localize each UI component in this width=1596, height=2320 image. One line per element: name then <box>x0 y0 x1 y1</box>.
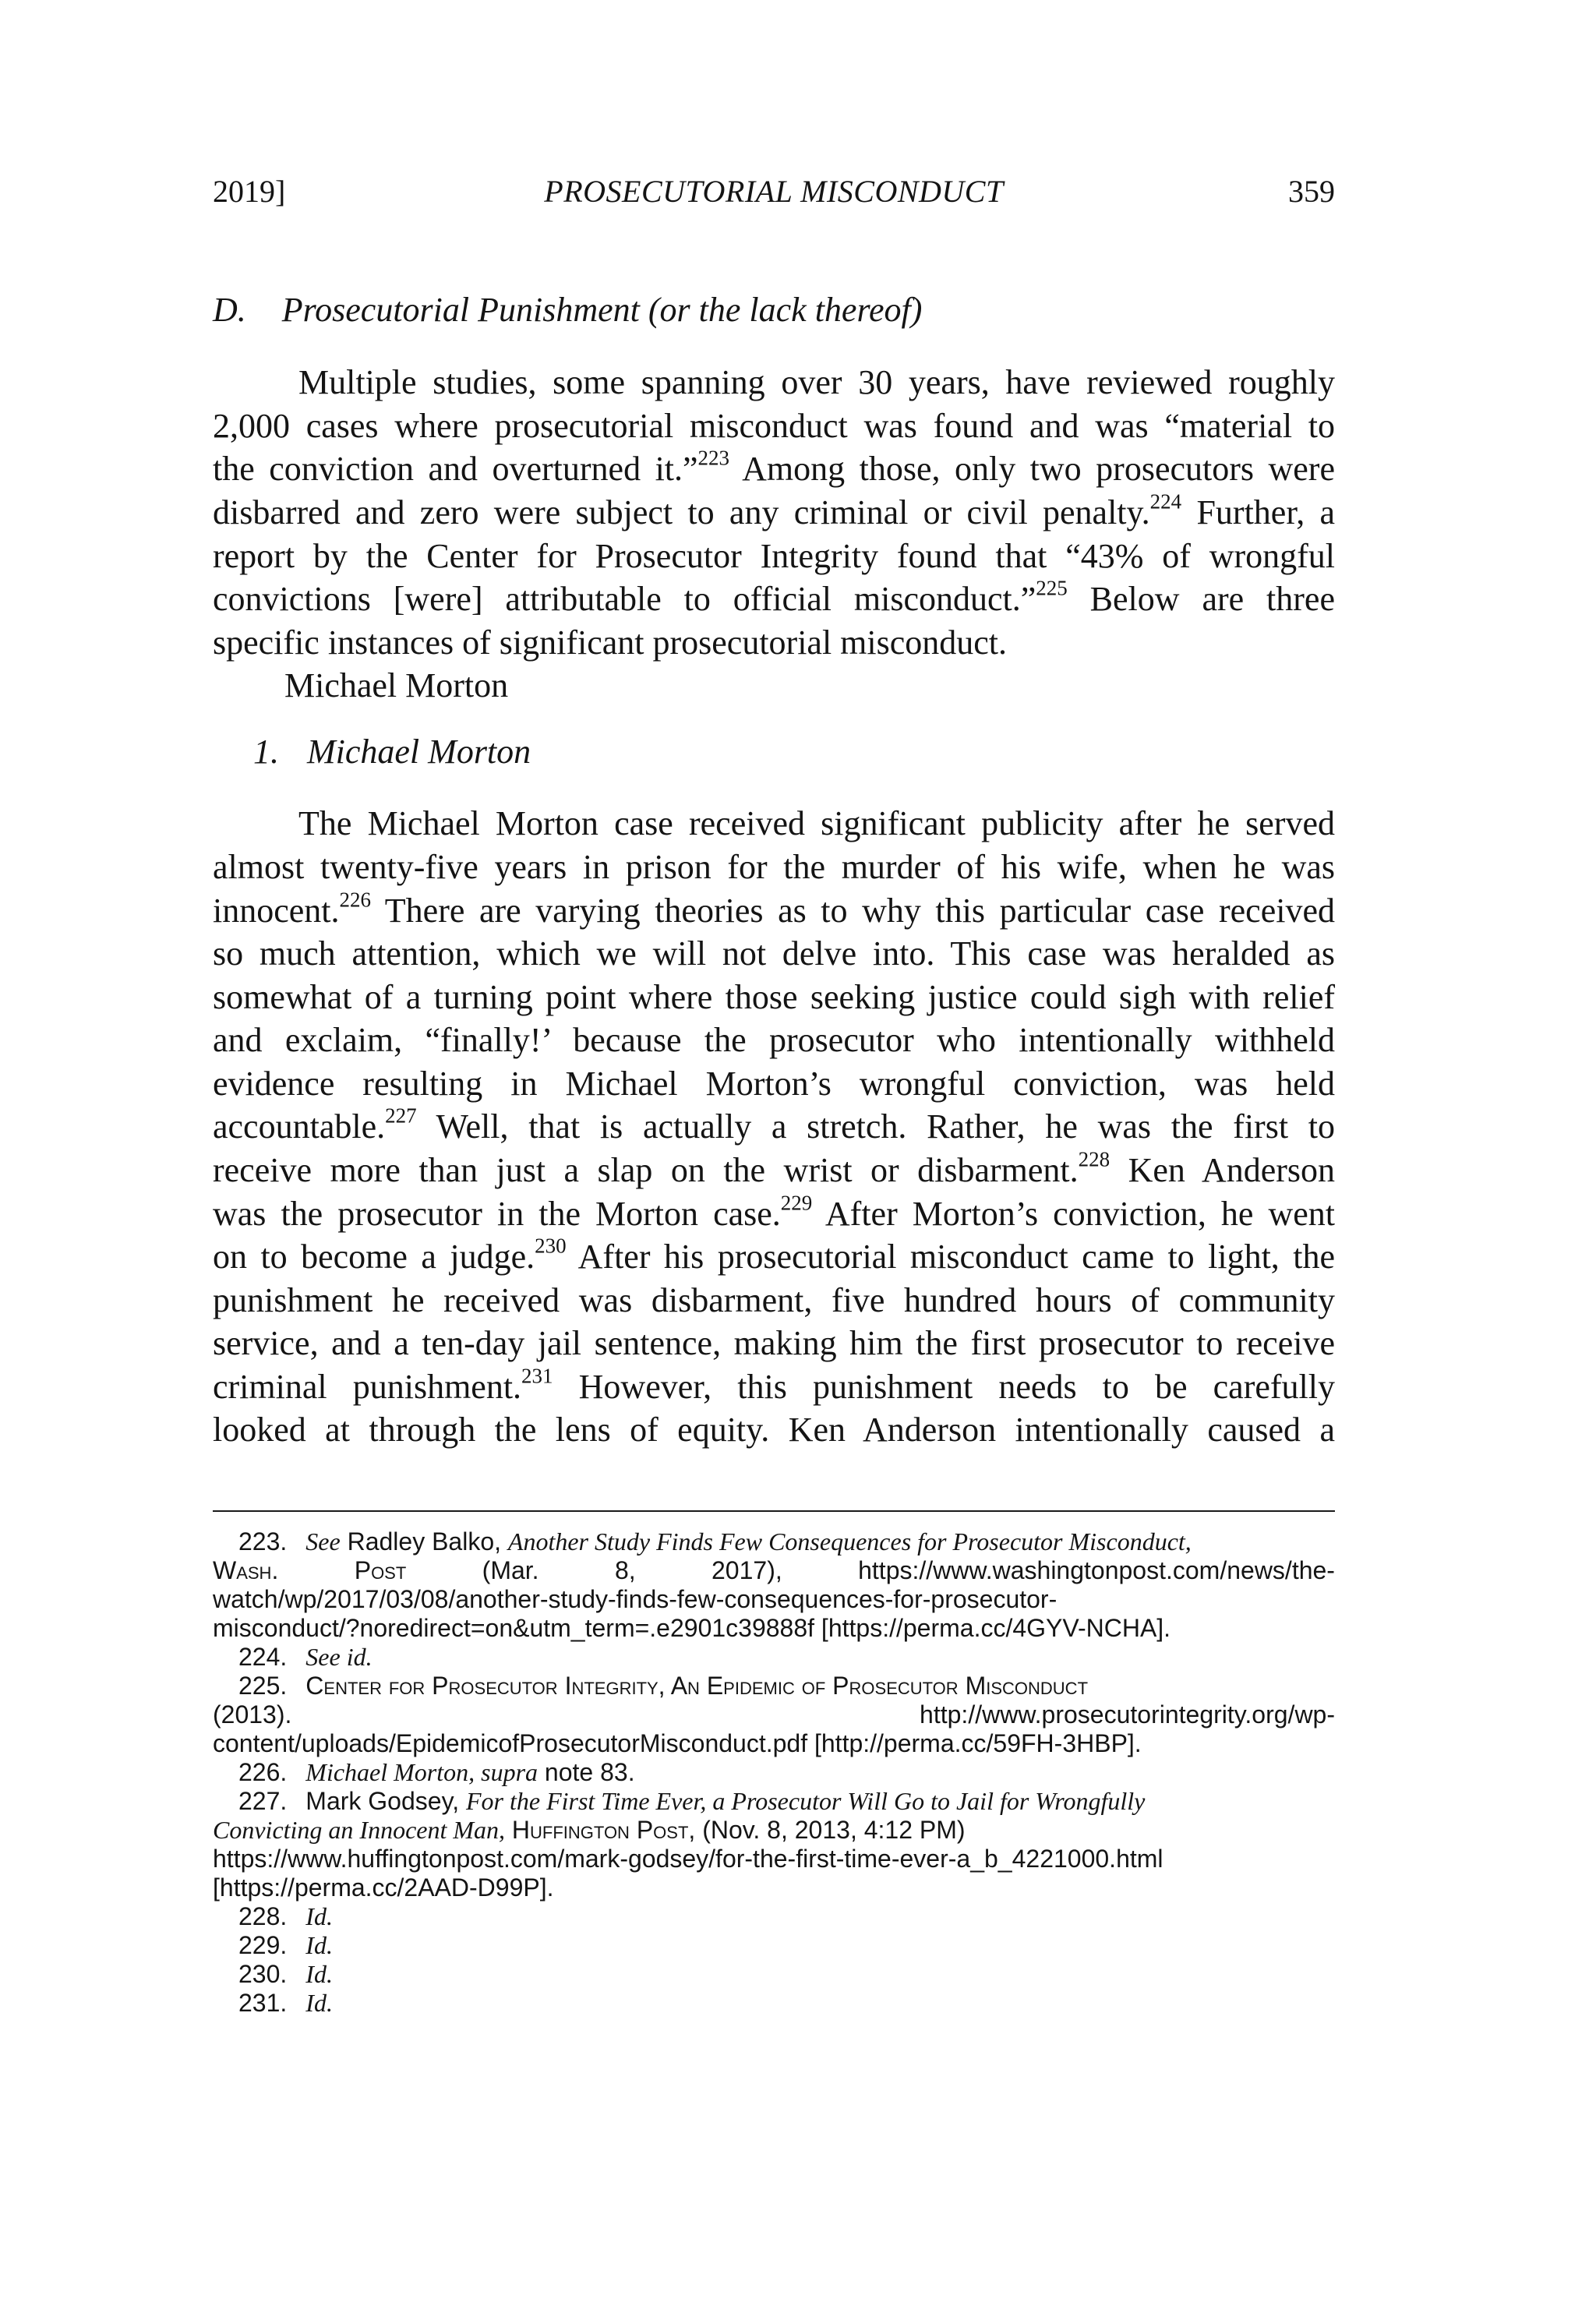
para2-line: on to become a judge.$^{230}$ After his prosecutorial misconduct came to light, the <box>213 1234 1335 1276</box>
footnote-link[interactable]: [https://perma.cc/2AAD-D99P]. <box>213 1873 554 1902</box>
para2-line: criminal punishment.$^{231}$ However, this punishment needs to be carefully <box>213 1364 1335 1406</box>
footnote-231: 231. Id. <box>238 1989 333 2017</box>
footnote-225: 225. Center for Prosecutor Integrity, An Epidemic of Prosecutor Misconduct <box>238 1672 1089 1700</box>
para1-line: convictions [were] attributable to official misconduct.”$^{225}$ Below are three <box>213 576 1335 618</box>
stray-line: Michael Morton <box>284 666 509 704</box>
footnote-223-line4 <box>213 1614 1335 1643</box>
footnote-223-line3 <box>213 1585 1335 1614</box>
para2-line: punishment he received was disbarment, five hundred hours of community <box>213 1281 1335 1319</box>
footnote-link[interactable]: misconduct/?noredirect=on&utm_term=.e2901c39888f [https://perma.cc/4GYV-NCHA]. <box>213 1614 1171 1642</box>
para2-line: was the prosecutor in the Morton case.$^{229}$ After Morton’s conviction, he went <box>213 1191 1335 1233</box>
para1-line: report by the Center for Prosecutor Integrity found that “43% of wrongful <box>213 537 1335 575</box>
running-title: PROSECUTORIAL MISCONDUCT <box>544 174 1004 209</box>
footnote-227-line2: Convicting an Innocent Man, Huffington Post, (Nov. 8, 2013, 4:12 PM) <box>213 1816 966 1844</box>
para1-line: the conviction and overturned it.”$^{223}$ Among those, only two prosecutors were <box>213 446 1335 488</box>
subsection-heading <box>213 730 1335 774</box>
footnote-ref[interactable]: 224 <box>1149 489 1182 514</box>
footnote-ref[interactable]: 223 <box>697 446 730 470</box>
footnote-227-line3 <box>213 1845 1335 1873</box>
footnote-223-line2: Wash. Post (Mar. 8, 2017), https://www.washingtonpost.com/news/the- <box>213 1556 1335 1584</box>
para1-line: disbarred and zero were subject to any criminal or civil penalty.$^{224}$ Further, a <box>213 489 1336 531</box>
footnote-225-line3 <box>213 1729 1335 1758</box>
footnote-ref[interactable]: 227 <box>385 1104 417 1128</box>
para2-line: somewhat of a turning point where those seeking justice could sigh with relief <box>213 978 1335 1016</box>
footnote-ref[interactable]: 225 <box>1036 576 1068 600</box>
section-title: Prosecutorial Punishment (or the lack thereof) <box>281 291 923 329</box>
footnote-link[interactable]: watch/wp/2017/03/08/another-study-finds-few-consequences-for-prosecutor- <box>213 1585 1058 1613</box>
running-header <box>213 173 1335 217</box>
footnote-ref[interactable]: 229 <box>780 1191 813 1215</box>
footnote-227-line4 <box>213 1873 1335 1902</box>
para2-line: almost twenty-five years in prison for the murder of his wife, when he was <box>213 848 1335 886</box>
footnote-link[interactable]: content/uploads/EpidemicofProsecutorMisconduct.pdf [http://perma.cc/59FH-3HBP]. <box>213 1729 1142 1757</box>
para1-line: Multiple studies, some spanning over 30 years, have reviewed roughly <box>298 363 1335 401</box>
section-letter: D. <box>213 291 246 329</box>
section-heading <box>213 288 1335 332</box>
footnote-ref[interactable]: 226 <box>339 888 372 912</box>
para2-line: The Michael Morton case received significant publicity after he served <box>298 804 1335 842</box>
subsection-title: Michael Morton <box>307 733 531 771</box>
footnote-224: 224. See id. <box>238 1643 373 1671</box>
footnote-link[interactable]: https://www.huffingtonpost.com/mark-godsey/for-the-first-time-ever-a_b_4221000.html <box>213 1845 1163 1873</box>
footnote-228: 228. Id. <box>238 1902 333 1930</box>
footnote-ref[interactable]: 230 <box>535 1234 567 1258</box>
footnote-link[interactable]: http://www.prosecutorintegrity.org/wp- <box>920 1700 1335 1729</box>
para1-line: 2,000 cases where prosecutorial misconduct was found and was “material to <box>213 407 1335 445</box>
footnote-230: 230. Id. <box>238 1960 333 1988</box>
para1-line: specific instances of significant prosecutorial misconduct. <box>213 623 1008 662</box>
para2-line: innocent.$^{226}$ There are varying theories as to why this particular case received <box>213 888 1335 930</box>
para2-line: looked at through the lens of equity. Ken Anderson intentionally caused a <box>213 1411 1335 1449</box>
footnote-ref[interactable]: 231 <box>521 1364 553 1388</box>
para2-line: evidence resulting in Michael Morton’s wrongful conviction, was held <box>213 1065 1335 1103</box>
para2-line: so much attention, which we will not delve into. This case was heralded as <box>213 934 1335 973</box>
subsection-number: 1. <box>253 733 279 771</box>
para2-line: service, and a ten-day jail sentence, making him the first prosecutor to receive <box>213 1324 1335 1362</box>
footnote-ref[interactable]: 228 <box>1078 1147 1110 1171</box>
header-year: 2019] <box>213 174 286 209</box>
para2-line: receive more than just a slap on the wrist or disbarment.$^{228}$ Ken Anderson <box>213 1147 1335 1189</box>
footnote-rule <box>213 1510 1335 1512</box>
footnote-225-line2: (2013). http://www.prosecutorintegrity.org/wp- <box>213 1700 1335 1729</box>
footnote-227: 227. Mark Godsey, For the First Time Ever, a Prosecutor Will Go to Jail for Wrongfully <box>238 1787 1146 1815</box>
footnote-229: 229. Id. <box>238 1931 333 1959</box>
para2-line: and exclaim, “finally!’ because the prosecutor who intentionally withheld <box>213 1021 1335 1059</box>
para2-line: accountable.$^{227}$ Well, that is actually a stretch. Rather, he was the first to <box>213 1104 1335 1146</box>
page-number: 359 <box>1288 174 1335 209</box>
footnote-link[interactable]: https://www.washingtonpost.com/news/the- <box>858 1556 1335 1584</box>
footnote-226: 226. Michael Morton, supra note 83. <box>238 1758 635 1786</box>
footnote-223: 223. See Radley Balko, Another Study Finds Few Consequences for Prosecutor Misconduct, <box>238 1527 1192 1555</box>
